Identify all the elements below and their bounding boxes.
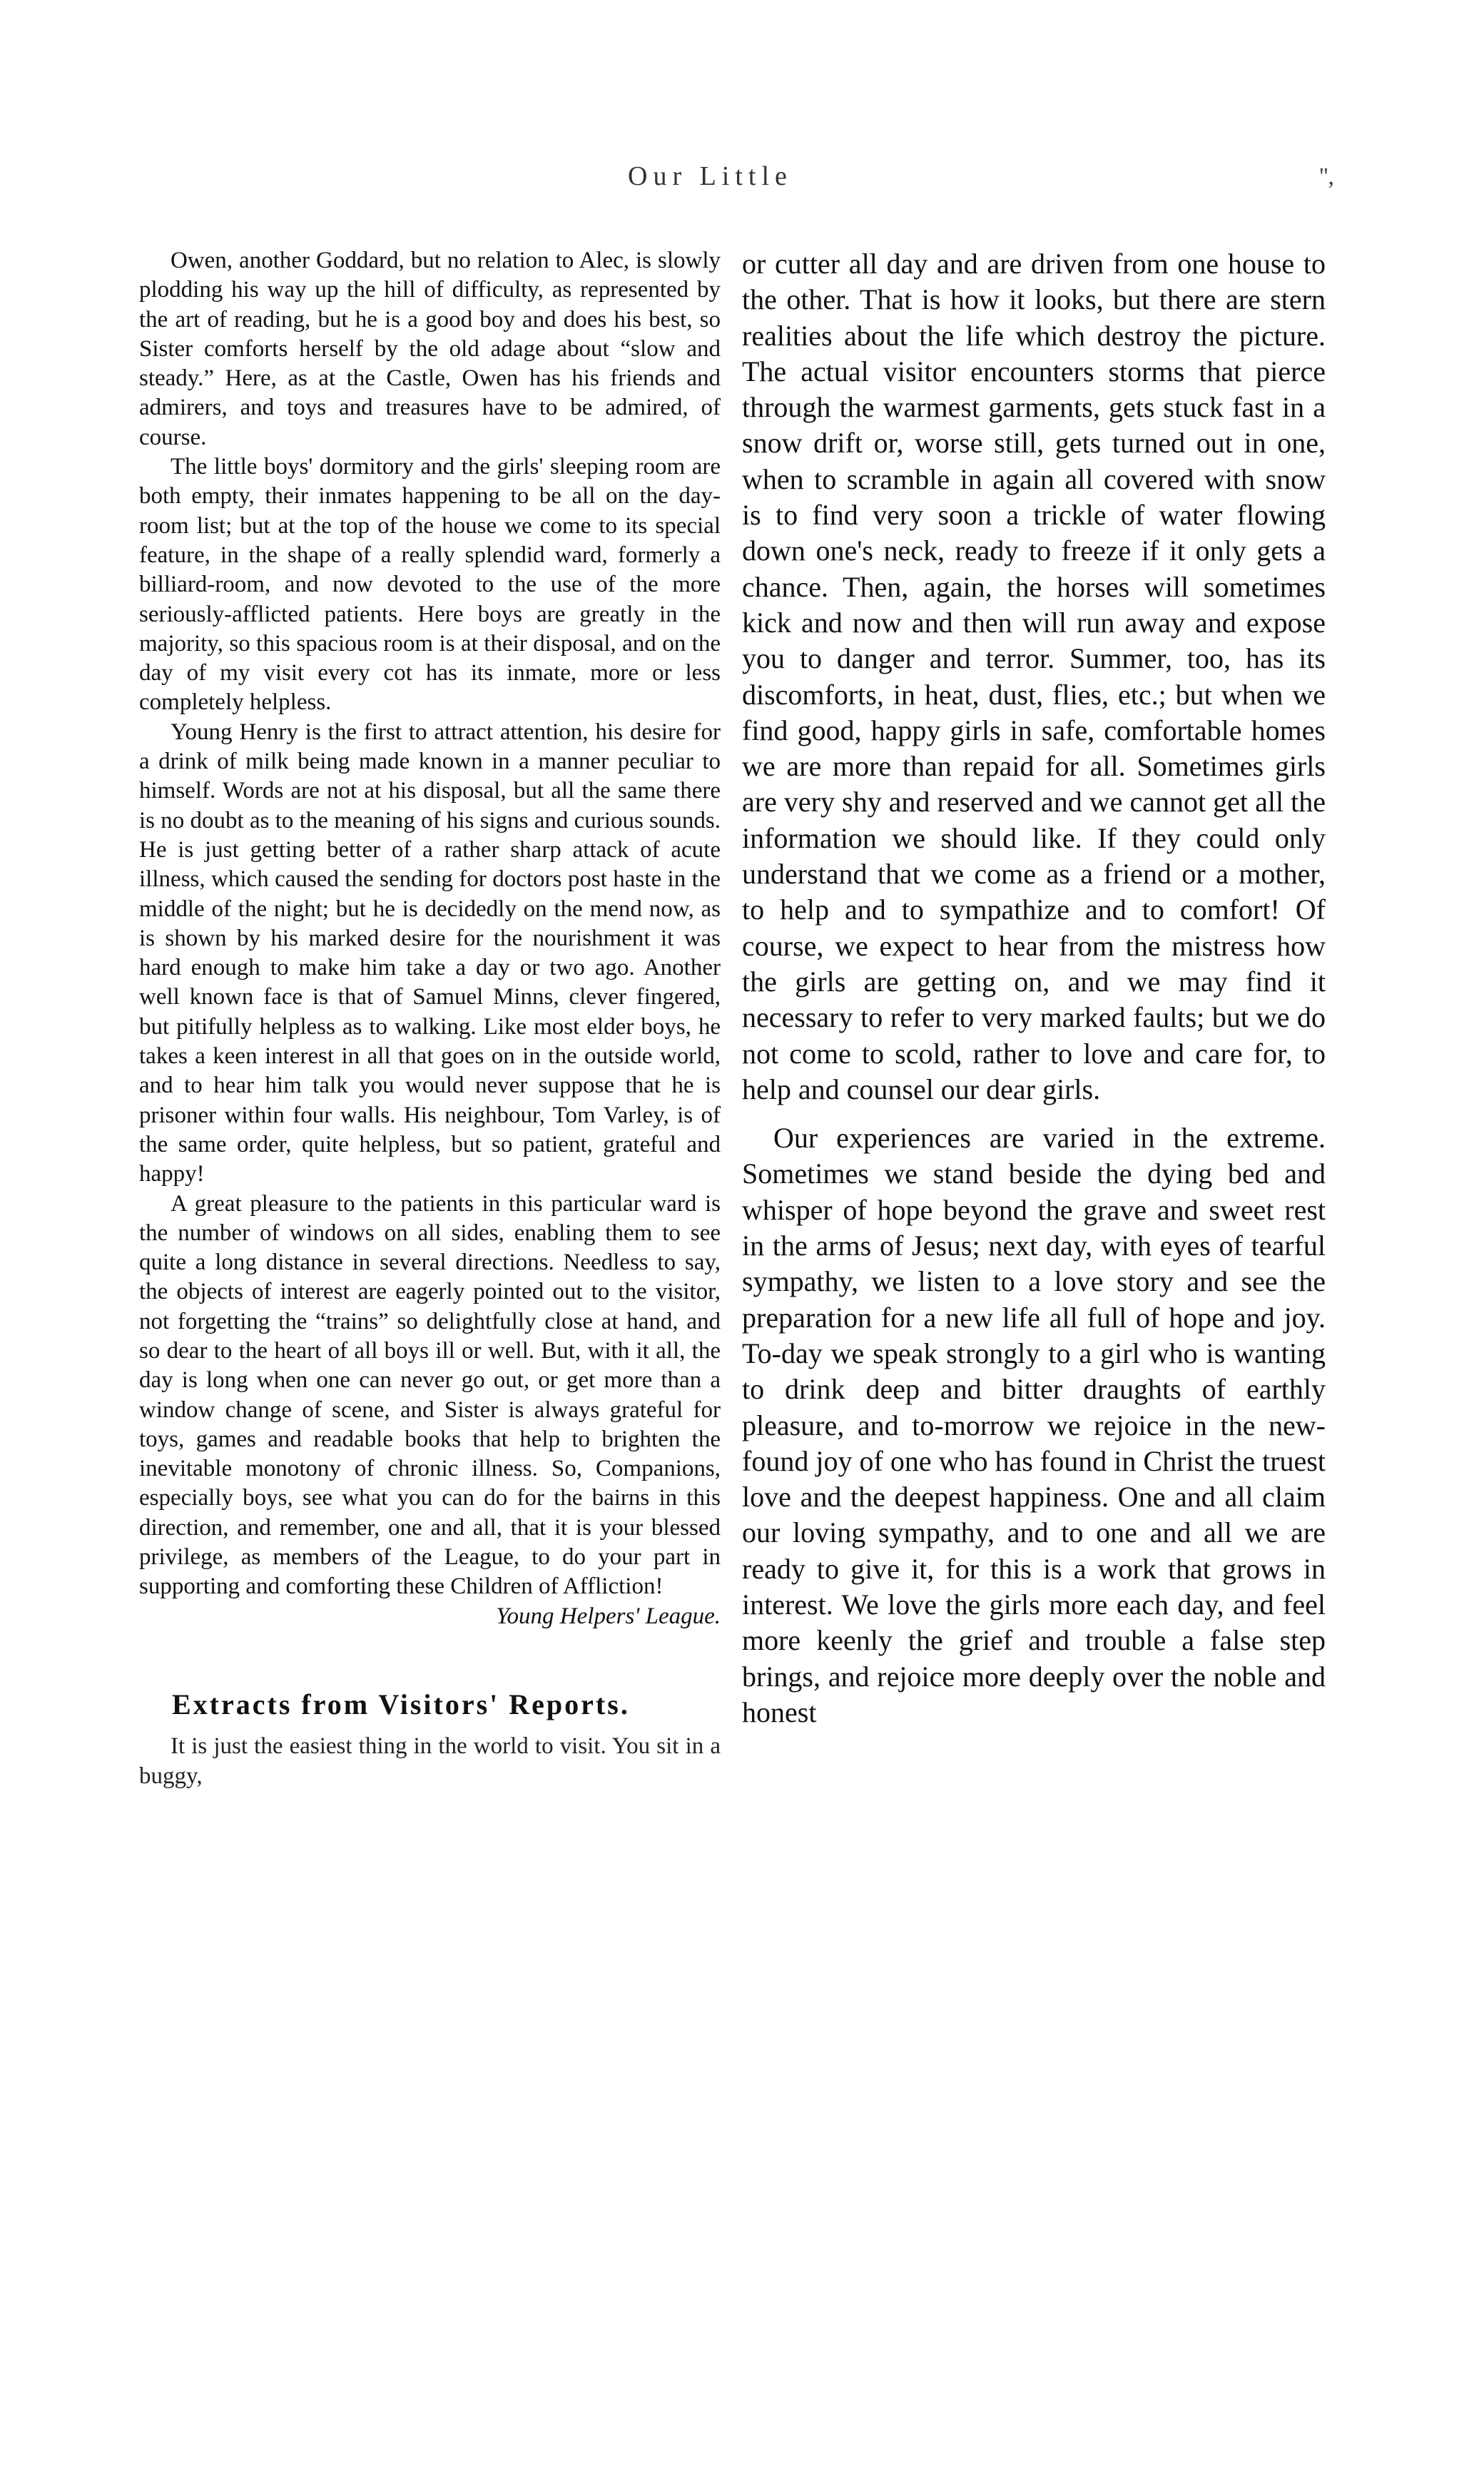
- paragraph-owen: Owen, another Goddard, but no relation to Alec, is slowly plodding his way up the hill of difficulty, as represented by the art of reading, but he is a good boy and does his best, so Sister comforts herself by the old adage about “slow and steady.” Here, as at the Castle, Owen has his friends and admirers, and toys and treasures have to be admired, of course.: [139, 248, 721, 450]
- paragraph-visitor-continued: or cutter all day and are driven from one house to the other. That is how it looks, but there are stern realities about the life which destroy the picture. The actual visitor encounters storms that pierce through the warmest garments, gets stuck fast in a snow drift or, worse still, gets turned out in one, when to scramble in again all covered with snow is to find very soon a trickle of water flowing down one's neck, ready to freeze if it only gets a chance. Then, again, the horses will sometimes kick and now and then will run away and expose you to danger and terror. Summer, too, has its discomforts, in heat, dust, flies, etc.; but when we find good, happy girls in safe, comfortable homes we are more than repaid for all. Sometimes girls are very shy and reserved and we cannot get all the information we should like. If they could only understand that we come as a friend or a mother, to help and to sympathize and to comfort! Of course, we expect to hear from the mistress how the girls are getting on, and we may find it necessary to refer to very marked faults; but we do not come to scold, rather to love and care for, to help and counsel our dear girls.: [742, 248, 1326, 1105]
- page-number: '',: [1319, 163, 1334, 190]
- section-heading: Extracts from Visitors' Reports.: [172, 1688, 630, 1720]
- left-column: [139, 246, 721, 1791]
- paragraph-dormitory: The little boys' dormitory and the girls' sleeping room are both empty, their inmates happening to be all on the day-room list; but at the top of the house we come to its special feature, in the shape of a really splendid ward, formerly a billiard-room, and now devoted to the use of the more seriously-afflicted patients. Here boys are greatly in the majority, so this spacious room is at their disposal, and on the day of my visit every cot has its inmate, more or less completely helpless.: [139, 454, 721, 716]
- right-column: [742, 246, 1326, 1730]
- running-header: [0, 161, 1484, 203]
- paragraph-young-henry: Young Henry is the first to attract attention, his desire for a drink of milk being made known in a manner peculiar to himself. Words are not at his disposal, but all the same there is no doubt as to the meaning of his signs and curious sounds. He is just getting better of a rather sharp attack of acute illness, which caused the sending for doctors post haste in the middle of the night; but he is decidedly on the mend now, as is shown by his marked desire for the nourishment it was hard enough to make him take a day or two ago. Another well known face is that of Samuel Minns, clever fingered, but pitifully helpless as to walking. Like most elder boys, he takes a keen interest in all that goes on in the outside world, and to hear him talk you would never suppose that he is prisoner within four walls. His neighbour, Tom Varley, is of the same order, quite helpless, but so patient, grateful and happy!: [139, 719, 721, 1187]
- paragraph-experiences: Our experiences are varied in the extreme. Sometimes we stand beside the dying bed and whisper of hope beyond the grave and sweet rest in the arms of Jesus; next day, with eyes of tearful sympathy, we listen to a love story and see the preparation for a new life all full of hope and joy. To-day we speak strongly to a girl who is wanting to drink deep and bitter draughts of earthly pleasure, and to-morrow we rejoice in the new-found joy of one who has found in Christ the truest love and the deepest happiness. One and all claim our loving sympathy, and to one and all we are ready to give it, for this is a work that grows in interest. We love the girls more each day, and feel more keenly the grief and trouble a false step brings, and rejoice more deeply over the noble and honest: [742, 1122, 1326, 1728]
- paragraph-windows: A great pleasure to the patients in this particular ward is the number of windows on all sides, enabling them to see quite a long distance in several directions. Needless to say, the objects of interest are eagerly pointed out to the visitor, not forgetting the “trains” so delightfully close at hand, and so dear to the heart of all boys ill or well. But, with it all, the day is long when one can never go out, or get more than a window change of scene, and Sister is always grateful for toys, games and readable books that help to brighten the inevitable monotony of chronic illness. So, Companions, especially boys, see what you can do for the bairns in this direction, and remember, one and all, that it is your blessed privilege, as members of the League, to do your part in supporting and comforting these Children of Affliction!: [139, 1190, 721, 1600]
- signature: Young Helpers' League.: [496, 1603, 721, 1629]
- running-title: Our Little: [628, 161, 793, 191]
- section-start-paragraph: It is just the easiest thing in the world to visit. You sit in a buggy,: [139, 1733, 721, 1789]
